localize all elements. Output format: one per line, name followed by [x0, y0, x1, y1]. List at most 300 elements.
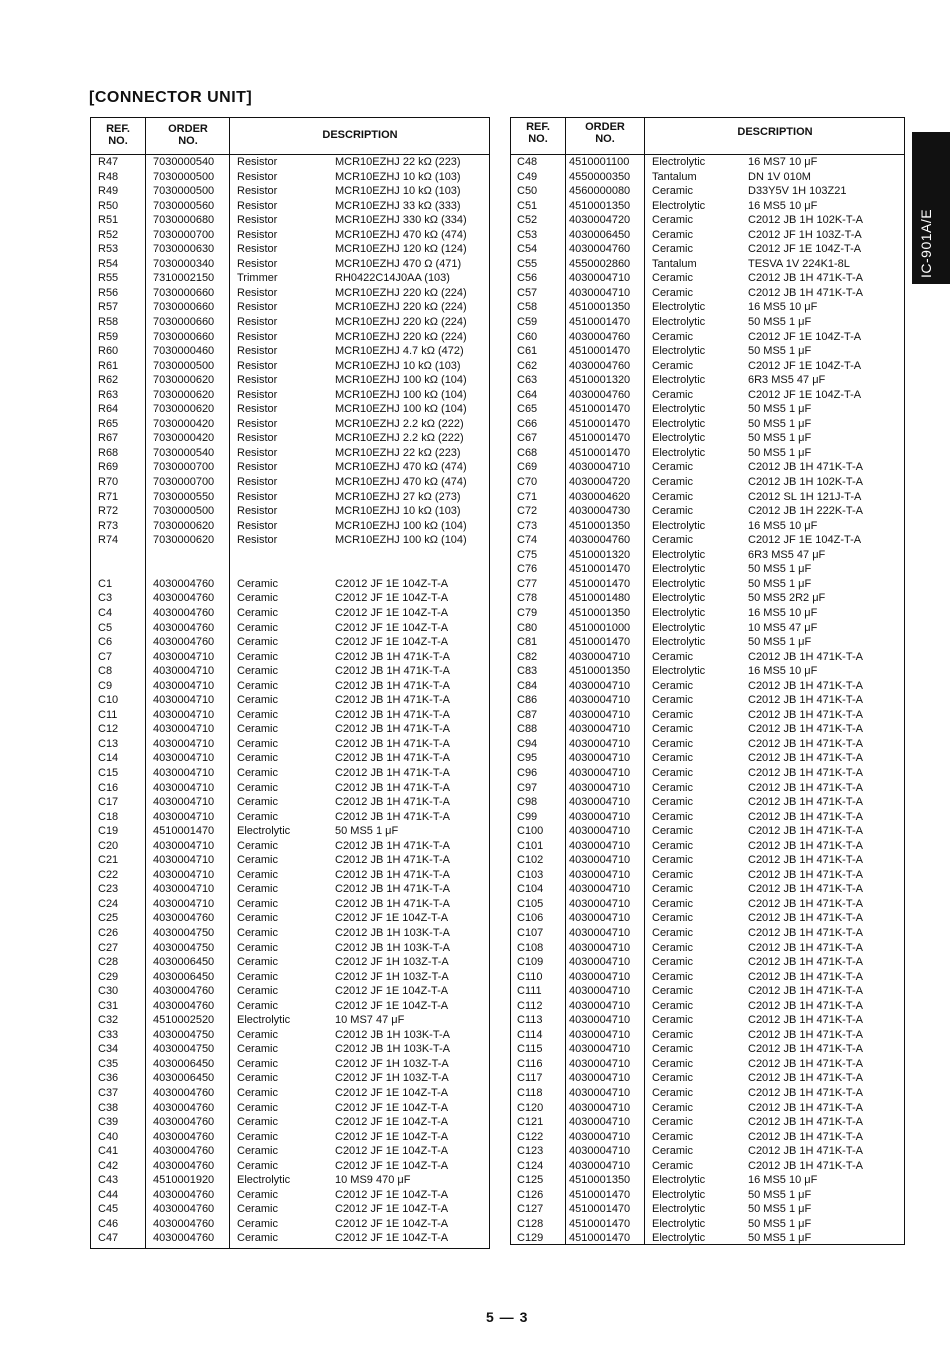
- spec-cell: C2012 JB 1H 222K-T-A: [748, 505, 863, 518]
- table-row: [511, 868, 904, 883]
- ref-cell: C123: [517, 1145, 544, 1158]
- ref-cell: C103: [517, 868, 544, 881]
- spec-cell: C2012 JB 1H 471K-T-A: [748, 461, 863, 474]
- type-cell: Resistor: [237, 330, 278, 343]
- parts-table-left: [90, 117, 490, 1249]
- type-cell: Electrolytic: [652, 1203, 706, 1216]
- spec-cell: C2012 JB 1H 471K-T-A: [335, 839, 450, 852]
- type-cell: Ceramic: [237, 1116, 278, 1129]
- table-row: [511, 1231, 904, 1246]
- table-row: [91, 1159, 489, 1174]
- spec-cell: 50 MS5 1 μF: [748, 403, 812, 416]
- order-cell: 4510001470: [569, 563, 631, 576]
- ref-cell: R61: [98, 359, 119, 372]
- type-cell: Ceramic: [652, 825, 693, 838]
- ref-cell: C122: [517, 1130, 544, 1143]
- table-row: [91, 795, 489, 810]
- type-cell: Ceramic: [237, 636, 278, 649]
- ref-cell: C15: [98, 766, 119, 779]
- spec-cell: C2012 JB 1H 471K-T-A: [335, 796, 450, 809]
- ref-cell: C97: [517, 781, 538, 794]
- order-cell: 4030004710: [153, 737, 215, 750]
- ref-cell: C115: [517, 1043, 543, 1056]
- order-cell: 4510001470: [569, 417, 631, 430]
- type-cell: Electrolytic: [237, 1174, 291, 1187]
- order-cell: 4030004710: [153, 839, 215, 852]
- type-cell: Ceramic: [652, 897, 693, 910]
- ref-cell: C117: [517, 1072, 543, 1085]
- order-cell: 4030004710: [153, 694, 215, 707]
- type-cell: Electrolytic: [652, 1232, 706, 1245]
- table-row: [91, 199, 489, 214]
- type-cell: Ceramic: [237, 970, 278, 983]
- type-cell: Resistor: [237, 359, 278, 372]
- order-cell: 4510001470: [569, 1188, 631, 1201]
- table-row: [91, 650, 489, 665]
- order-cell: 7030000700: [153, 228, 215, 241]
- ref-cell: C120: [517, 1101, 544, 1114]
- type-cell: Ceramic: [237, 883, 278, 896]
- table-row: [511, 548, 904, 563]
- table-row: [511, 591, 904, 606]
- type-cell: Ceramic: [237, 810, 278, 823]
- ref-cell: C101: [517, 839, 544, 852]
- type-cell: Ceramic: [652, 912, 693, 925]
- spec-cell: MCR10EZHJ 27 kΩ (273): [335, 490, 461, 503]
- table-row: [91, 388, 489, 403]
- table-header: [91, 118, 489, 155]
- type-cell: Resistor: [237, 243, 278, 256]
- order-cell: 4030004760: [153, 1130, 215, 1143]
- order-cell: 4030004760: [153, 1188, 215, 1201]
- table-row: [91, 839, 489, 854]
- ref-cell: C17: [98, 796, 119, 809]
- type-cell: Ceramic: [237, 839, 278, 852]
- type-cell: Ceramic: [652, 1014, 693, 1027]
- ref-cell: C64: [517, 388, 538, 401]
- table-row: [91, 1101, 489, 1116]
- order-cell: 4510001470: [569, 316, 631, 329]
- spec-cell: C2012 JB 1H 471K-T-A: [748, 1145, 863, 1158]
- table-row: [91, 1057, 489, 1072]
- order-cell: 4510001320: [569, 374, 631, 387]
- spec-cell: C2012 JB 1H 471K-T-A: [748, 650, 863, 663]
- type-cell: Ceramic: [237, 868, 278, 881]
- type-cell: Electrolytic: [652, 1174, 706, 1187]
- type-cell: Ceramic: [652, 534, 693, 547]
- table-row: [511, 1188, 904, 1203]
- type-cell: Ceramic: [652, 796, 693, 809]
- type-cell: Ceramic: [652, 839, 693, 852]
- spec-cell: C2012 JF 1H 103Z-T-A: [748, 228, 862, 241]
- spec-cell: 50 MS5 2R2 μF: [748, 592, 826, 605]
- type-cell: Ceramic: [237, 999, 278, 1012]
- table-row: [91, 300, 489, 315]
- table-row: [91, 1086, 489, 1101]
- ref-cell: C8: [98, 665, 113, 678]
- ref-cell: R53: [98, 243, 119, 256]
- type-cell: Ceramic: [237, 1028, 278, 1041]
- spec-cell: C2012 JB 1H 471K-T-A: [748, 883, 863, 896]
- table-row: [511, 1042, 904, 1057]
- order-cell: 4030004750: [153, 941, 215, 954]
- table-row: [511, 911, 904, 926]
- spec-cell: C2012 JB 1H 471K-T-A: [748, 999, 863, 1012]
- type-cell: Ceramic: [652, 1145, 693, 1158]
- spec-cell: C2012 JB 1H 471K-T-A: [748, 737, 863, 750]
- order-cell: 4030004710: [569, 985, 631, 998]
- order-cell: 4030004710: [569, 766, 631, 779]
- spec-cell: C2012 JF 1E 104Z-T-A: [335, 1145, 449, 1158]
- order-cell: 7030000700: [153, 476, 215, 489]
- spec-cell: C2012 JB 1H 471K-T-A: [748, 708, 863, 721]
- spec-cell: C2012 JB 1H 471K-T-A: [748, 1087, 863, 1099]
- order-cell: 4030004760: [153, 999, 215, 1012]
- order-cell: 4030004760: [153, 1116, 215, 1129]
- type-cell: Ceramic: [652, 926, 693, 939]
- spec-cell: C2012 JF 1E 104Z-T-A: [335, 1159, 449, 1172]
- order-cell: 4030004760: [569, 359, 631, 372]
- table-row: [511, 562, 904, 577]
- order-cell: 4030004710: [569, 1057, 631, 1070]
- table-row: [91, 824, 489, 839]
- header-description: DESCRIPTION: [737, 126, 813, 138]
- spec-cell: MCR10EZHJ 330 kΩ (334): [335, 214, 467, 227]
- type-cell: Ceramic: [652, 752, 693, 765]
- ref-cell: C11: [98, 708, 118, 721]
- type-cell: Ceramic: [652, 243, 693, 256]
- type-cell: Ceramic: [237, 708, 278, 721]
- order-cell: 4030004710: [153, 868, 215, 881]
- order-cell: 4030004760: [153, 577, 215, 590]
- order-cell: 4030004710: [569, 272, 631, 285]
- table-row: [91, 431, 489, 446]
- type-cell: Electrolytic: [652, 199, 706, 212]
- type-cell: Ceramic: [237, 985, 278, 998]
- table-row: [91, 330, 489, 345]
- table-row: [91, 577, 489, 592]
- ref-cell: C60: [517, 330, 538, 343]
- spec-cell: C2012 JB 1H 471K-T-A: [748, 810, 863, 823]
- ref-cell: C100: [517, 825, 544, 838]
- table-row: [511, 431, 904, 446]
- ref-cell: C54: [517, 243, 538, 256]
- ref-cell: C58: [517, 301, 538, 314]
- ref-cell: C102: [517, 854, 544, 867]
- table-row: [511, 1173, 904, 1188]
- ref-cell: C61: [517, 345, 538, 358]
- type-cell: Resistor: [237, 228, 278, 241]
- order-cell: 4030004710: [569, 1159, 631, 1172]
- spec-cell: MCR10EZHJ 470 Ω (471): [335, 257, 462, 270]
- order-cell: 4030004710: [569, 883, 631, 896]
- order-cell: 4030004760: [153, 1217, 215, 1230]
- type-cell: Electrolytic: [652, 374, 706, 387]
- ref-cell: C66: [517, 417, 538, 430]
- spec-cell: C2012 JB 1H 471K-T-A: [748, 1057, 863, 1070]
- spec-cell: C2012 JB 1H 471K-T-A: [748, 1116, 863, 1129]
- order-cell: 4030004710: [153, 708, 215, 721]
- type-cell: Resistor: [237, 417, 278, 430]
- ref-cell: C73: [517, 519, 538, 532]
- table-row: [91, 315, 489, 330]
- type-cell: Ceramic: [652, 956, 693, 969]
- ref-cell: C34: [98, 1043, 119, 1056]
- type-cell: Ceramic: [652, 1057, 693, 1070]
- ref-cell: C104: [517, 883, 544, 896]
- ref-cell: C37: [98, 1087, 119, 1099]
- type-cell: Ceramic: [237, 723, 278, 736]
- type-cell: Electrolytic: [652, 519, 706, 532]
- table-row: [511, 286, 904, 301]
- spec-cell: C2012 JF 1E 104Z-T-A: [335, 1087, 449, 1099]
- spec-cell: C2012 JB 1H 471K-T-A: [748, 926, 863, 939]
- spec-cell: C2012 JF 1H 103Z-T-A: [335, 1057, 449, 1070]
- spec-cell: C2012 JB 1H 471K-T-A: [748, 1072, 863, 1085]
- spec-cell: C2012 JB 1H 471K-T-A: [748, 1014, 863, 1027]
- order-cell: 7030000500: [153, 505, 215, 518]
- order-cell: 4030004760: [153, 636, 215, 649]
- spec-cell: C2012 JB 1H 102K-T-A: [748, 214, 863, 227]
- spec-cell: C2012 JB 1H 471K-T-A: [335, 679, 450, 692]
- ref-cell: C27: [98, 941, 119, 954]
- spec-cell: MCR10EZHJ 4.7 kΩ (472): [335, 345, 464, 358]
- table-row: [511, 490, 904, 505]
- order-cell: 4030004710: [569, 897, 631, 910]
- order-cell: 4030004760: [153, 606, 215, 619]
- table-row: [511, 679, 904, 694]
- ref-cell: C80: [517, 621, 538, 634]
- ref-cell: C87: [517, 708, 538, 721]
- order-cell: 7030000620: [153, 388, 215, 401]
- type-cell: Resistor: [237, 446, 278, 459]
- order-cell: 4030004710: [569, 1014, 631, 1027]
- table-row: [91, 1231, 489, 1246]
- type-cell: Ceramic: [652, 737, 693, 750]
- ref-cell: C74: [517, 534, 538, 547]
- ref-cell: C98: [517, 796, 538, 809]
- type-cell: Ceramic: [237, 1130, 278, 1143]
- order-cell: 4030004710: [569, 1101, 631, 1114]
- spec-cell: MCR10EZHJ 100 kΩ (104): [335, 388, 467, 401]
- table-row: [91, 897, 489, 912]
- type-cell: Ceramic: [652, 228, 693, 241]
- ref-cell: C63: [517, 374, 538, 387]
- table-row: [91, 1115, 489, 1130]
- type-cell: Resistor: [237, 185, 278, 198]
- order-cell: 4030004710: [569, 868, 631, 881]
- table-row: [511, 1217, 904, 1232]
- order-cell: 4030004710: [569, 1028, 631, 1041]
- type-cell: Ceramic: [652, 650, 693, 663]
- ref-cell: C52: [517, 214, 538, 227]
- spec-cell: C2012 JF 1E 104Z-T-A: [748, 534, 862, 547]
- spec-cell: C2012 JF 1E 104Z-T-A: [335, 1232, 449, 1245]
- spec-cell: C2012 JB 1H 471K-T-A: [748, 723, 863, 736]
- type-cell: Ceramic: [237, 796, 278, 809]
- spec-cell: C2012 JB 1H 471K-T-A: [335, 737, 450, 750]
- spec-cell: 50 MS5 1 μF: [748, 577, 812, 590]
- ref-cell: C77: [517, 577, 538, 590]
- spec-cell: C2012 JF 1E 104Z-T-A: [335, 606, 449, 619]
- ref-cell: C83: [517, 665, 538, 678]
- spec-cell: DN 1V 010M: [748, 170, 811, 183]
- order-cell: 4030004750: [153, 1043, 215, 1056]
- ref-cell: C84: [517, 679, 538, 692]
- type-cell: Resistor: [237, 432, 278, 445]
- table-row: [511, 1202, 904, 1217]
- spec-cell: C2012 JB 1H 471K-T-A: [748, 1130, 863, 1143]
- spec-cell: C2012 JB 1H 471K-T-A: [335, 650, 450, 663]
- ref-cell: C36: [98, 1072, 119, 1085]
- type-cell: Ceramic: [237, 665, 278, 678]
- ref-cell: C20: [98, 839, 119, 852]
- table-row: [511, 417, 904, 432]
- ref-cell: C10: [98, 694, 119, 707]
- spec-cell: MCR10EZHJ 220 kΩ (224): [335, 286, 467, 299]
- order-cell: 7030000660: [153, 286, 215, 299]
- spec-cell: C2012 JB 1H 471K-T-A: [748, 985, 863, 998]
- order-cell: 4030004760: [153, 912, 215, 925]
- ref-cell: C5: [98, 621, 113, 634]
- ref-cell: C112: [517, 999, 543, 1012]
- table-row: [511, 228, 904, 243]
- type-cell: Electrolytic: [652, 606, 706, 619]
- ref-cell: C32: [98, 1014, 119, 1027]
- type-cell: Ceramic: [652, 985, 693, 998]
- spec-cell: 16 MS5 10 μF: [748, 301, 818, 314]
- spec-cell: C2012 JF 1E 104Z-T-A: [335, 1203, 449, 1216]
- spec-cell: MCR10EZHJ 33 kΩ (333): [335, 199, 461, 212]
- type-cell: Ceramic: [652, 359, 693, 372]
- ref-cell: R52: [98, 228, 119, 241]
- order-cell: 4030004710: [569, 1130, 631, 1143]
- type-cell: Electrolytic: [652, 301, 706, 314]
- table-row: [91, 155, 489, 170]
- spec-cell: C2012 JB 1H 471K-T-A: [748, 1159, 863, 1172]
- type-cell: Electrolytic: [237, 825, 291, 838]
- ref-cell: C94: [517, 737, 538, 750]
- ref-cell: C35: [98, 1057, 119, 1070]
- spec-cell: 10 MS7 47 μF: [335, 1014, 405, 1027]
- order-cell: 7030000700: [153, 461, 215, 474]
- ref-cell: C29: [98, 970, 119, 983]
- spec-cell: C2012 JB 1H 471K-T-A: [335, 883, 450, 896]
- order-cell: 4030004720: [569, 214, 631, 227]
- order-cell: 4030004710: [569, 970, 631, 983]
- order-cell: 4030004710: [569, 1087, 631, 1099]
- order-cell: 4510001470: [569, 1203, 631, 1216]
- type-cell: Resistor: [237, 301, 278, 314]
- table-row: [91, 417, 489, 432]
- ref-cell: R60: [98, 345, 119, 358]
- ref-cell: R73: [98, 519, 119, 532]
- spec-cell: 50 MS5 1 μF: [748, 446, 812, 459]
- spec-cell: C2012 JB 1H 471K-T-A: [748, 286, 863, 299]
- type-cell: Electrolytic: [237, 1014, 291, 1027]
- order-cell: 4030004710: [153, 679, 215, 692]
- order-cell: 4030004710: [569, 679, 631, 692]
- table-row: [511, 330, 904, 345]
- table-row: [91, 591, 489, 606]
- order-cell: 7310002150: [153, 272, 215, 285]
- table-row: [91, 1071, 489, 1086]
- order-cell: 7030000540: [153, 446, 215, 459]
- ref-cell: C31: [98, 999, 119, 1012]
- spec-cell: 16 MS5 10 μF: [748, 665, 818, 678]
- ref-cell: C107: [517, 926, 544, 939]
- table-row: [91, 1130, 489, 1145]
- order-cell: 7030000340: [153, 257, 215, 270]
- table-row: [511, 810, 904, 825]
- table-row: [91, 184, 489, 199]
- table-row: [91, 271, 489, 286]
- type-cell: Ceramic: [237, 766, 278, 779]
- side-tab-label: IC-901A/E: [918, 208, 934, 278]
- order-cell: 4030004710: [569, 650, 631, 663]
- table-row: [91, 242, 489, 257]
- spec-cell: C2012 JB 1H 103K-T-A: [335, 941, 450, 954]
- type-cell: Resistor: [237, 374, 278, 387]
- table-row: [91, 286, 489, 301]
- type-cell: Ceramic: [652, 999, 693, 1012]
- type-cell: Ceramic: [237, 1072, 278, 1085]
- ref-cell: R62: [98, 374, 119, 387]
- order-cell: 7030000420: [153, 417, 215, 430]
- order-cell: 4030004710: [153, 650, 215, 663]
- type-cell: Ceramic: [652, 708, 693, 721]
- ref-cell: R72: [98, 505, 119, 518]
- spec-cell: C2012 JF 1E 104Z-T-A: [335, 1101, 449, 1114]
- type-cell: Electrolytic: [652, 432, 706, 445]
- spec-cell: MCR10EZHJ 2.2 kΩ (222): [335, 417, 464, 430]
- type-cell: Ceramic: [237, 941, 278, 954]
- ref-cell: C40: [98, 1130, 119, 1143]
- order-cell: 4030004710: [569, 912, 631, 925]
- table-row: [511, 795, 904, 810]
- table-row: [511, 970, 904, 985]
- table-row: [511, 242, 904, 257]
- order-cell: 4030004710: [569, 708, 631, 721]
- ref-cell: C45: [98, 1203, 119, 1216]
- table-row: [91, 1217, 489, 1232]
- type-cell: Resistor: [237, 403, 278, 416]
- ref-cell: R64: [98, 403, 119, 416]
- table-row: [91, 213, 489, 228]
- spec-cell: C2012 JB 1H 103K-T-A: [335, 1028, 450, 1041]
- spec-cell: C2012 JB 1H 103K-T-A: [335, 926, 450, 939]
- table-row: [511, 359, 904, 374]
- type-cell: Ceramic: [652, 1159, 693, 1172]
- table-row: [511, 577, 904, 592]
- ref-cell: R55: [98, 272, 119, 285]
- order-cell: 4030006450: [153, 1072, 215, 1085]
- table-row: [91, 751, 489, 766]
- type-cell: Electrolytic: [652, 621, 706, 634]
- ref-cell: C26: [98, 926, 119, 939]
- table-row: [91, 766, 489, 781]
- spec-cell: MCR10EZHJ 100 kΩ (104): [335, 519, 467, 532]
- type-cell: Ceramic: [237, 1057, 278, 1070]
- spec-cell: C2012 JB 1H 471K-T-A: [748, 897, 863, 910]
- header-description: DESCRIPTION: [322, 129, 398, 141]
- type-cell: Tantalum: [652, 170, 697, 183]
- table-row: [511, 199, 904, 214]
- type-cell: Ceramic: [237, 1145, 278, 1158]
- spec-cell: C2012 JB 1H 471K-T-A: [748, 1028, 863, 1041]
- table-row: [511, 955, 904, 970]
- table-row: [511, 1144, 904, 1159]
